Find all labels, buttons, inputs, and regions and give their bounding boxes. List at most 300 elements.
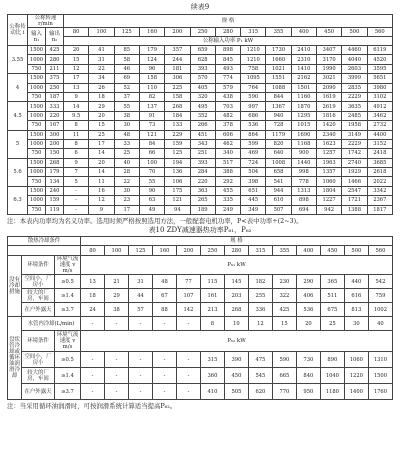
table-cell: 2603 — [342, 64, 367, 73]
table-cell: 1410 — [291, 64, 316, 73]
table-cell: 1367 — [266, 102, 291, 111]
table-cell: 542 — [368, 275, 392, 289]
table-cell: - — [152, 368, 176, 384]
table-cell: 26 — [89, 83, 114, 92]
table-cell: 4400 — [367, 130, 392, 139]
table-cell: 3999 — [342, 74, 367, 83]
table-cell: 268 — [224, 303, 248, 317]
table-cell: 48 — [152, 275, 176, 289]
table-cell: 482 — [215, 111, 240, 120]
table-cell: 2485 — [342, 111, 367, 120]
table-cell: 1015 — [291, 121, 316, 130]
size-header: 560 — [367, 28, 392, 37]
table-cell: 25 — [114, 149, 139, 158]
table-cell: 150 — [46, 149, 64, 158]
size-header: 250 — [190, 28, 215, 37]
size-header: 280 — [224, 246, 248, 256]
table-cell: 34 — [89, 74, 114, 83]
table-cell: 1210 — [241, 46, 266, 55]
table-cell: 203 — [224, 289, 248, 303]
table-cell: 1440 — [291, 158, 316, 167]
table-cell: 340 — [215, 149, 240, 158]
table-cell: 778 — [291, 177, 316, 186]
ratio-cell: 4 — [8, 74, 28, 102]
table-cell: 73 — [139, 121, 164, 130]
table-cell: 96 — [139, 64, 164, 73]
table-cell: 3021 — [316, 74, 341, 83]
air-speed-cell: ≥1.4 — [55, 368, 81, 384]
table-cell: 845 — [215, 55, 240, 64]
table-cell: 28 — [114, 168, 139, 177]
air-speed-header: 环境气流速度 v m/s — [55, 256, 81, 275]
table-cell: 349 — [241, 205, 266, 214]
table-cell: - — [81, 368, 105, 384]
table-cell: - — [105, 368, 129, 384]
table-cell: 52 — [114, 83, 139, 92]
air-speed-cell: ≥0.5 — [55, 352, 81, 368]
table-cell: 2367 — [367, 196, 392, 205]
table-cell: 292 — [215, 177, 240, 186]
table-cell: - — [105, 384, 129, 400]
table-cell: - — [129, 384, 153, 400]
table-cell: 18 — [89, 92, 114, 101]
table-cell: 268 — [165, 102, 190, 111]
table-cell: 125 — [165, 149, 190, 158]
table-cell: 730 — [296, 352, 320, 368]
table-cell: 2162 — [291, 74, 316, 83]
table-cell: 2835 — [342, 83, 367, 92]
table-row — [8, 74, 393, 83]
table-cell: 1060 — [316, 177, 341, 186]
table-cell: 6 — [64, 149, 89, 158]
table-cell: 2410 — [291, 46, 316, 55]
table-row — [8, 177, 393, 186]
table-cell: 9 — [64, 158, 89, 167]
table-row — [8, 168, 393, 177]
size-header: 250 — [200, 246, 224, 256]
table-cell: 440 — [344, 275, 368, 289]
table-cell: 451 — [190, 130, 215, 139]
table-row — [8, 186, 393, 195]
table-cell: 665 — [272, 368, 296, 384]
table-cell: 390 — [224, 352, 248, 368]
table-cell: 536 — [241, 121, 266, 130]
table-cell: 22 — [114, 177, 139, 186]
table-cell: 1500 — [368, 368, 392, 384]
table-cell: 352 — [190, 111, 215, 120]
table-cell: 1742 — [342, 149, 367, 158]
table-cell: 66 — [139, 149, 164, 158]
table-cell: - — [129, 368, 153, 384]
table-cell: - — [64, 196, 89, 205]
table-cell: 184 — [165, 111, 190, 120]
table-cell: 189 — [190, 205, 215, 214]
table-cell: 1388 — [342, 205, 367, 214]
p2-unit-header: P₆₂ kW — [81, 331, 393, 352]
table-cell: 1168 — [291, 139, 316, 148]
thermal-power-table — [7, 236, 393, 400]
table-cell: 469 — [241, 149, 266, 158]
table-cell: 813 — [344, 303, 368, 317]
table-cell: 44 — [129, 289, 153, 303]
spec-header: 规 格 — [64, 15, 393, 28]
table-cell: - — [152, 384, 176, 400]
table-row — [8, 384, 393, 400]
table-cell: 2090 — [316, 83, 341, 92]
table-cell: 493 — [215, 64, 240, 73]
table-cell: 29 — [89, 102, 114, 111]
table-cell: 770 — [272, 384, 296, 400]
table-cell: 158 — [139, 74, 164, 83]
table-cell: 898 — [291, 196, 316, 205]
table-cell: 425 — [46, 46, 64, 55]
table-cell: 13 — [81, 275, 105, 289]
table-cell: 244 — [165, 55, 190, 64]
table-cell: 3342 — [367, 186, 392, 195]
power-table — [7, 14, 393, 215]
table-cell: 1000 — [28, 111, 46, 120]
table-row — [8, 102, 393, 111]
table-cell: 37 — [114, 92, 139, 101]
table-cell: 357 — [165, 46, 190, 55]
table-cell: 620 — [248, 384, 272, 400]
header-row — [8, 28, 393, 37]
table-cell: 1730 — [266, 46, 291, 55]
table-cell: 4040 — [342, 55, 367, 64]
table-cell: 750 — [28, 64, 46, 73]
table-cell: 1000 — [28, 196, 46, 205]
table-cell: 410 — [200, 384, 224, 400]
table-cell: - — [129, 317, 153, 331]
table-cell: 2418 — [367, 149, 392, 158]
power-unit-header: 公称输入功率 P₁ kW — [64, 37, 393, 46]
table-cell: 505 — [224, 384, 248, 400]
p1-unit-header: P₆₁ kW — [81, 256, 393, 275]
table-cell: 251 — [190, 149, 215, 158]
table-cell: 455 — [215, 186, 240, 195]
table-cell: 158 — [165, 92, 190, 101]
size-header: 160 — [152, 246, 176, 256]
table-cell: 940 — [266, 111, 291, 120]
table-cell: 7 — [64, 168, 89, 177]
table-cell: 1000 — [28, 168, 46, 177]
env-cell: 较大的厂房，车间 — [22, 368, 55, 384]
table-cell: 15 — [272, 317, 296, 331]
table-cell: 20 — [89, 158, 114, 167]
table-cell: - — [64, 186, 89, 195]
table-cell: 1310 — [368, 352, 392, 368]
output-speed-header: 输出 n₂ — [46, 28, 64, 46]
table-cell: 200 — [46, 139, 64, 148]
table-cell: 1021 — [266, 64, 291, 73]
table-cell: 495 — [190, 102, 215, 111]
table-cell: 628 — [190, 55, 215, 64]
table-cell: - — [64, 205, 89, 214]
table-row — [8, 158, 393, 167]
table-cell: 360 — [200, 368, 224, 384]
air-speed-cell: ≥1.4 — [55, 289, 81, 303]
table-cell: 750 — [28, 205, 46, 214]
size-header: 450 — [316, 28, 341, 37]
table-cell: 55 — [139, 177, 164, 186]
table-cell: 1000 — [28, 55, 46, 64]
table-cell: 100 — [139, 158, 164, 167]
table-cell: 1500 — [28, 186, 46, 195]
table-cell: 25 — [89, 130, 114, 139]
table-cell: 9.5 — [64, 111, 89, 120]
table-cell: 6119 — [367, 46, 392, 55]
env-condition-header: 环境条件 — [22, 256, 55, 275]
table-cell: 1466 — [342, 177, 367, 186]
table-cell: 3407 — [316, 46, 341, 55]
table-cell: 675 — [320, 303, 344, 317]
table-cell: 11 — [64, 130, 89, 139]
table-cell: 840 — [296, 368, 320, 384]
table-cell: 1088 — [266, 83, 291, 92]
table-cell: 944 — [266, 186, 291, 195]
table-cell: 16 — [89, 186, 114, 195]
table-cell: 31 — [129, 275, 153, 289]
table-cell: 255 — [248, 289, 272, 303]
table-cell: 3152 — [367, 139, 392, 148]
table-row — [8, 275, 393, 289]
table9-continued-caption: 续表9 — [190, 3, 210, 11]
table-cell: 398 — [241, 177, 266, 186]
table-cell: 3635 — [342, 102, 367, 111]
size-header: 400 — [296, 246, 320, 256]
table-cell: 159 — [165, 139, 190, 148]
table10-caption: 表10 ZDY减速器热功率P₆₁，P₆₂ — [148, 226, 252, 235]
table-row — [8, 121, 393, 130]
table-cell: 23 — [114, 196, 139, 205]
table-cell: 536 — [296, 303, 320, 317]
table-cell: 504 — [241, 168, 266, 177]
table-cell: 322 — [272, 289, 296, 303]
table-cell: 1227 — [316, 196, 341, 205]
table-cell: 175 — [165, 186, 190, 195]
table-cell: 57 — [129, 303, 153, 317]
table-cell: 462 — [215, 139, 240, 148]
table-cell: 142 — [176, 303, 200, 317]
table-row — [8, 92, 393, 101]
env-condition-header: 环境条件 — [22, 331, 55, 352]
table-cell: 1958 — [342, 121, 367, 130]
table-cell: 134 — [46, 177, 64, 186]
size-header: 80 — [81, 246, 105, 256]
table-cell: 22 — [89, 64, 114, 73]
table-cell: 1619 — [316, 92, 341, 101]
env-cell: 较大的厂房，车间 — [22, 289, 55, 303]
table-cell: 40 — [114, 158, 139, 167]
table-cell: 1500 — [28, 102, 46, 111]
table-cell: 405 — [190, 83, 215, 92]
table-cell: 320 — [190, 92, 215, 101]
size-header: 400 — [291, 28, 316, 37]
table-cell: 1000 — [28, 83, 46, 92]
header-row — [8, 256, 393, 275]
table-cell: 18 — [81, 289, 105, 303]
table-cell: 38 — [105, 303, 129, 317]
input-speed-header: 输入 n₁ — [28, 28, 46, 46]
table-cell: 570 — [190, 74, 215, 83]
table-row — [8, 317, 393, 331]
table-cell: 179 — [46, 168, 64, 177]
table-cell: 438 — [215, 92, 240, 101]
table-cell: 1500 — [28, 158, 46, 167]
env-cell: 在户外露天 — [22, 303, 55, 317]
table-cell: 106 — [165, 177, 190, 186]
table-cell: 10 — [224, 317, 248, 331]
table-cell: - — [81, 352, 105, 368]
table-cell: 17 — [114, 205, 139, 214]
table-cell: 77 — [176, 275, 200, 289]
table-cell: 225 — [165, 83, 190, 92]
header-row — [8, 37, 393, 46]
table-cell: 229 — [165, 130, 190, 139]
table-cell: 280 — [46, 55, 64, 64]
table-cell: 49 — [139, 205, 164, 214]
table-cell: 1040 — [320, 368, 344, 384]
table-cell: 1295 — [291, 111, 316, 120]
table-cell: 686 — [241, 111, 266, 120]
table-cell: - — [152, 352, 176, 368]
table-cell: 17 — [64, 74, 89, 83]
ratio-header: 公称传动比 i — [8, 15, 28, 46]
air-speed-cell: ≥3.7 — [55, 384, 81, 400]
size-header: 450 — [320, 246, 344, 256]
table-cell: 290 — [296, 275, 320, 289]
table-cell: 1420 — [316, 121, 341, 130]
table-cell: 900 — [291, 149, 316, 158]
table-cell: 24 — [81, 303, 105, 317]
table-cell: 606 — [215, 130, 240, 139]
table-cell: 942 — [316, 205, 341, 214]
table-cell: 179 — [139, 46, 164, 55]
table-cell: 3102 — [367, 92, 392, 101]
table-cell: 58 — [114, 55, 139, 64]
table-cell: 2732 — [367, 121, 392, 130]
table-cell: 1179 — [266, 130, 291, 139]
water-flow-header: 水管内冷却(L/min) — [22, 317, 81, 331]
table-cell: 759 — [368, 289, 392, 303]
table-cell: 750 — [28, 121, 46, 130]
table-cell: 31 — [89, 55, 114, 64]
table-row — [8, 368, 393, 384]
table-cell: 2229 — [342, 139, 367, 148]
table9-note: 注：本表内功率均为名义功率。选用时须严格按照选用方法，一般配套电机功率，P<表中功率÷(2~3)。 — [7, 217, 303, 226]
table-cell: 124 — [139, 55, 164, 64]
table-cell: 2229 — [342, 92, 367, 101]
table-cell: 1210 — [241, 55, 266, 64]
table-cell: 30 — [114, 186, 139, 195]
spec-header: 规 格 — [81, 237, 393, 246]
table-row — [8, 289, 393, 303]
table-row — [8, 205, 393, 214]
table-cell: 2547 — [342, 186, 367, 195]
table-cell: 3462 — [367, 111, 392, 120]
table-cell: 1500 — [28, 130, 46, 139]
table-cell: 4912 — [367, 102, 392, 111]
table-cell: 48 — [114, 130, 139, 139]
table-cell: 9 — [64, 92, 89, 101]
table-cell: 15 — [89, 121, 114, 130]
table-cell: 333 — [46, 102, 64, 111]
env-cell: 在户外露天 — [22, 384, 55, 400]
table-row — [8, 139, 393, 148]
air-speed-header: 环境气流速度 v m/s — [55, 331, 81, 352]
table-cell: 284 — [190, 168, 215, 177]
table-cell: 363 — [190, 186, 215, 195]
table-cell: 12 — [64, 64, 89, 73]
table-cell: 159 — [46, 196, 64, 205]
table-cell: 1721 — [342, 196, 367, 205]
table-row — [8, 46, 393, 55]
table-cell: 15 — [64, 55, 89, 64]
table-cell: 764 — [241, 83, 266, 92]
table-cell: 67 — [152, 289, 176, 303]
size-header: 125 — [129, 246, 153, 256]
table-cell: 265 — [190, 196, 215, 205]
table-cell: 2618 — [367, 168, 392, 177]
table-cell: 659 — [190, 46, 215, 55]
table-cell: 610 — [266, 196, 291, 205]
table-cell: 4460 — [342, 46, 367, 55]
table-cell: 1690 — [291, 130, 316, 139]
table-cell: 1870 — [291, 102, 316, 111]
table-cell: 950 — [296, 384, 320, 400]
table-cell: 194 — [165, 158, 190, 167]
table-cell: 393 — [190, 64, 215, 73]
table-cell: 1180 — [320, 384, 344, 400]
table-cell: 8 — [64, 121, 89, 130]
table-cell: 90 — [139, 186, 164, 195]
size-header: 315 — [241, 28, 266, 37]
table-cell: 1817 — [367, 205, 392, 214]
size-header: 560 — [368, 246, 392, 256]
table-cell: 110 — [139, 83, 164, 92]
table-cell: 1623 — [316, 139, 341, 148]
table-cell: 115 — [200, 275, 224, 289]
table-cell: 1963 — [316, 158, 341, 167]
table-cell: 268 — [46, 158, 64, 167]
table-row — [8, 196, 393, 205]
table-cell: 85 — [114, 46, 139, 55]
table-cell: 3149 — [342, 130, 367, 139]
table-cell: 94 — [165, 205, 190, 214]
table-cell: 694 — [291, 205, 316, 214]
air-speed-cell: ≥3.7 — [55, 303, 81, 317]
table-cell: 121 — [165, 196, 190, 205]
header-row — [8, 237, 393, 246]
ratio-cell: 6.3 — [8, 186, 28, 214]
table-cell: 46 — [114, 64, 139, 73]
table-cell: 898 — [215, 46, 240, 55]
table10-note: 注：当采用循环油润滑时，可按润滑系统计算适当提高P₆₂。 — [7, 402, 177, 411]
table-cell: 220 — [190, 177, 215, 186]
table-cell: 20 — [296, 317, 320, 331]
table-cell: - — [176, 352, 200, 368]
table-cell: - — [176, 317, 200, 331]
table-cell: 365 — [320, 275, 344, 289]
table-cell: 9 — [89, 205, 114, 214]
table-cell: 14 — [89, 168, 114, 177]
table-cell: 4520 — [367, 55, 392, 64]
table-cell: 590 — [272, 352, 296, 368]
section2-label: 盘状管冷却或循环油润滑冷却 — [8, 317, 22, 400]
table-cell: 890 — [320, 352, 344, 368]
size-header: 280 — [215, 28, 240, 37]
table-cell: 133 — [165, 121, 190, 130]
